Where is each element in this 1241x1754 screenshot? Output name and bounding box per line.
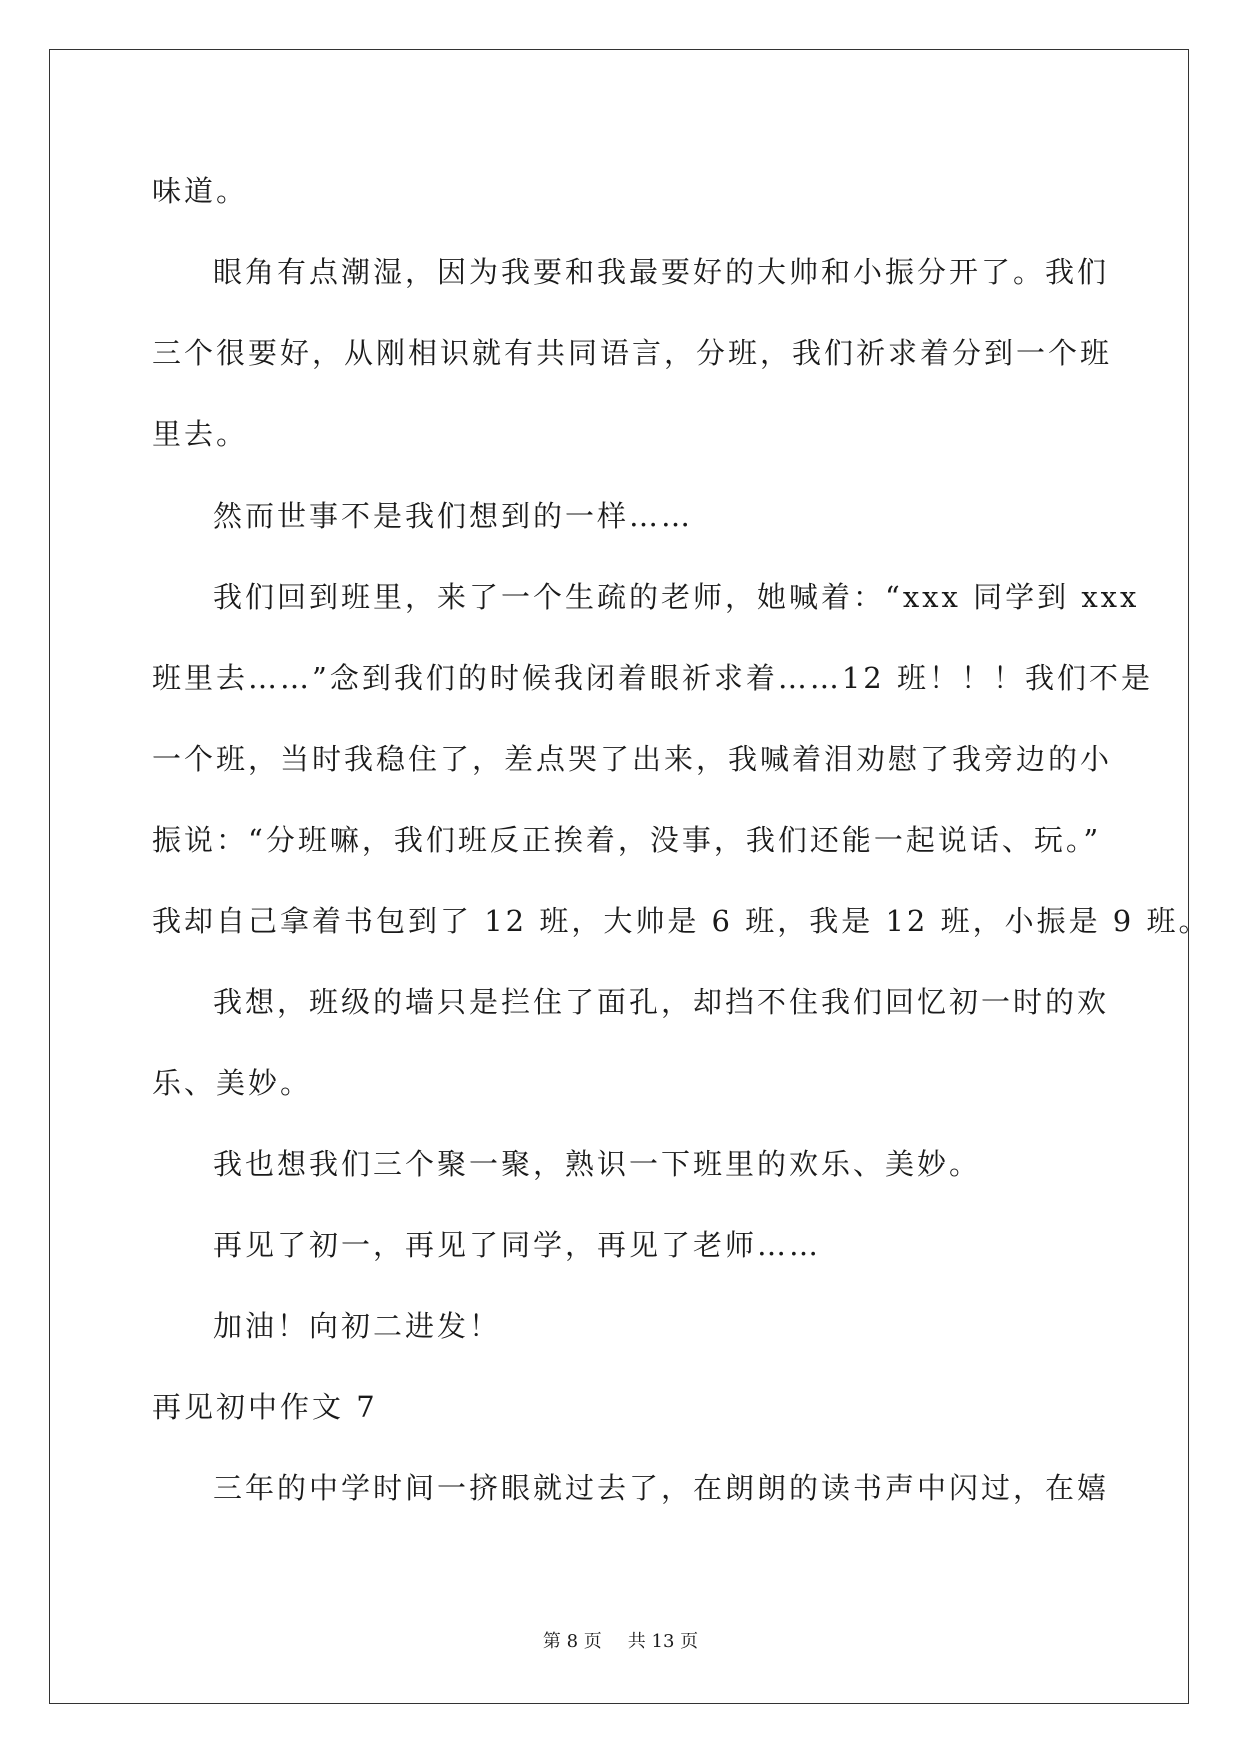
section-heading: 再见初中作文 7 [152,1390,378,1424]
body-line: 眼角有点潮湿，因为我要和我最要好的大帅和小振分开了。我们 [213,255,1110,289]
page-border [49,49,1189,1704]
body-line: 一个班，当时我稳住了，差点哭了出来，我喊着泪劝慰了我旁边的小 [152,742,1113,776]
body-line: 三年的中学时间一挤眼就过去了，在朗朗的读书声中闪过，在嬉 [213,1471,1110,1505]
body-line: 加油！向初二进发！ [213,1309,502,1343]
page-total: 共 13 页 [627,1631,699,1652]
page-footer [0,1630,1241,1654]
body-line: 振说：“分班嘛，我们班反正挨着，没事，我们还能一起说话、玩。” [152,823,1102,857]
body-line: 三个很要好，从刚相识就有共同语言，分班，我们祈求着分到一个班 [152,336,1113,370]
body-line: 乐、美妙。 [152,1066,313,1100]
body-line: 我也想我们三个聚一聚，熟识一下班里的欢乐、美妙。 [213,1147,982,1181]
body-line: 我却自己拿着书包到了 12 班，大帅是 6 班，我是 12 班，小振是 9 班。 [152,904,1211,938]
body-line: 班里去……”念到我们的时候我闭着眼祈求着……12 班！！！我们不是 [152,661,1153,695]
body-line: 里去。 [152,417,249,451]
body-line: 我们回到班里，来了一个生疏的老师，她喊着：“xxx 同学到 xxx [213,580,1140,614]
body-line: 然而世事不是我们想到的一样…… [213,499,694,533]
body-line: 再见了初一，再见了同学，再见了老师…… [213,1228,822,1262]
body-line: 我想，班级的墙只是拦住了面孔，却挡不住我们回忆初一时的欢 [213,985,1110,1019]
page-number: 第 8 页 [542,1631,602,1652]
body-line: 味道。 [152,174,249,208]
